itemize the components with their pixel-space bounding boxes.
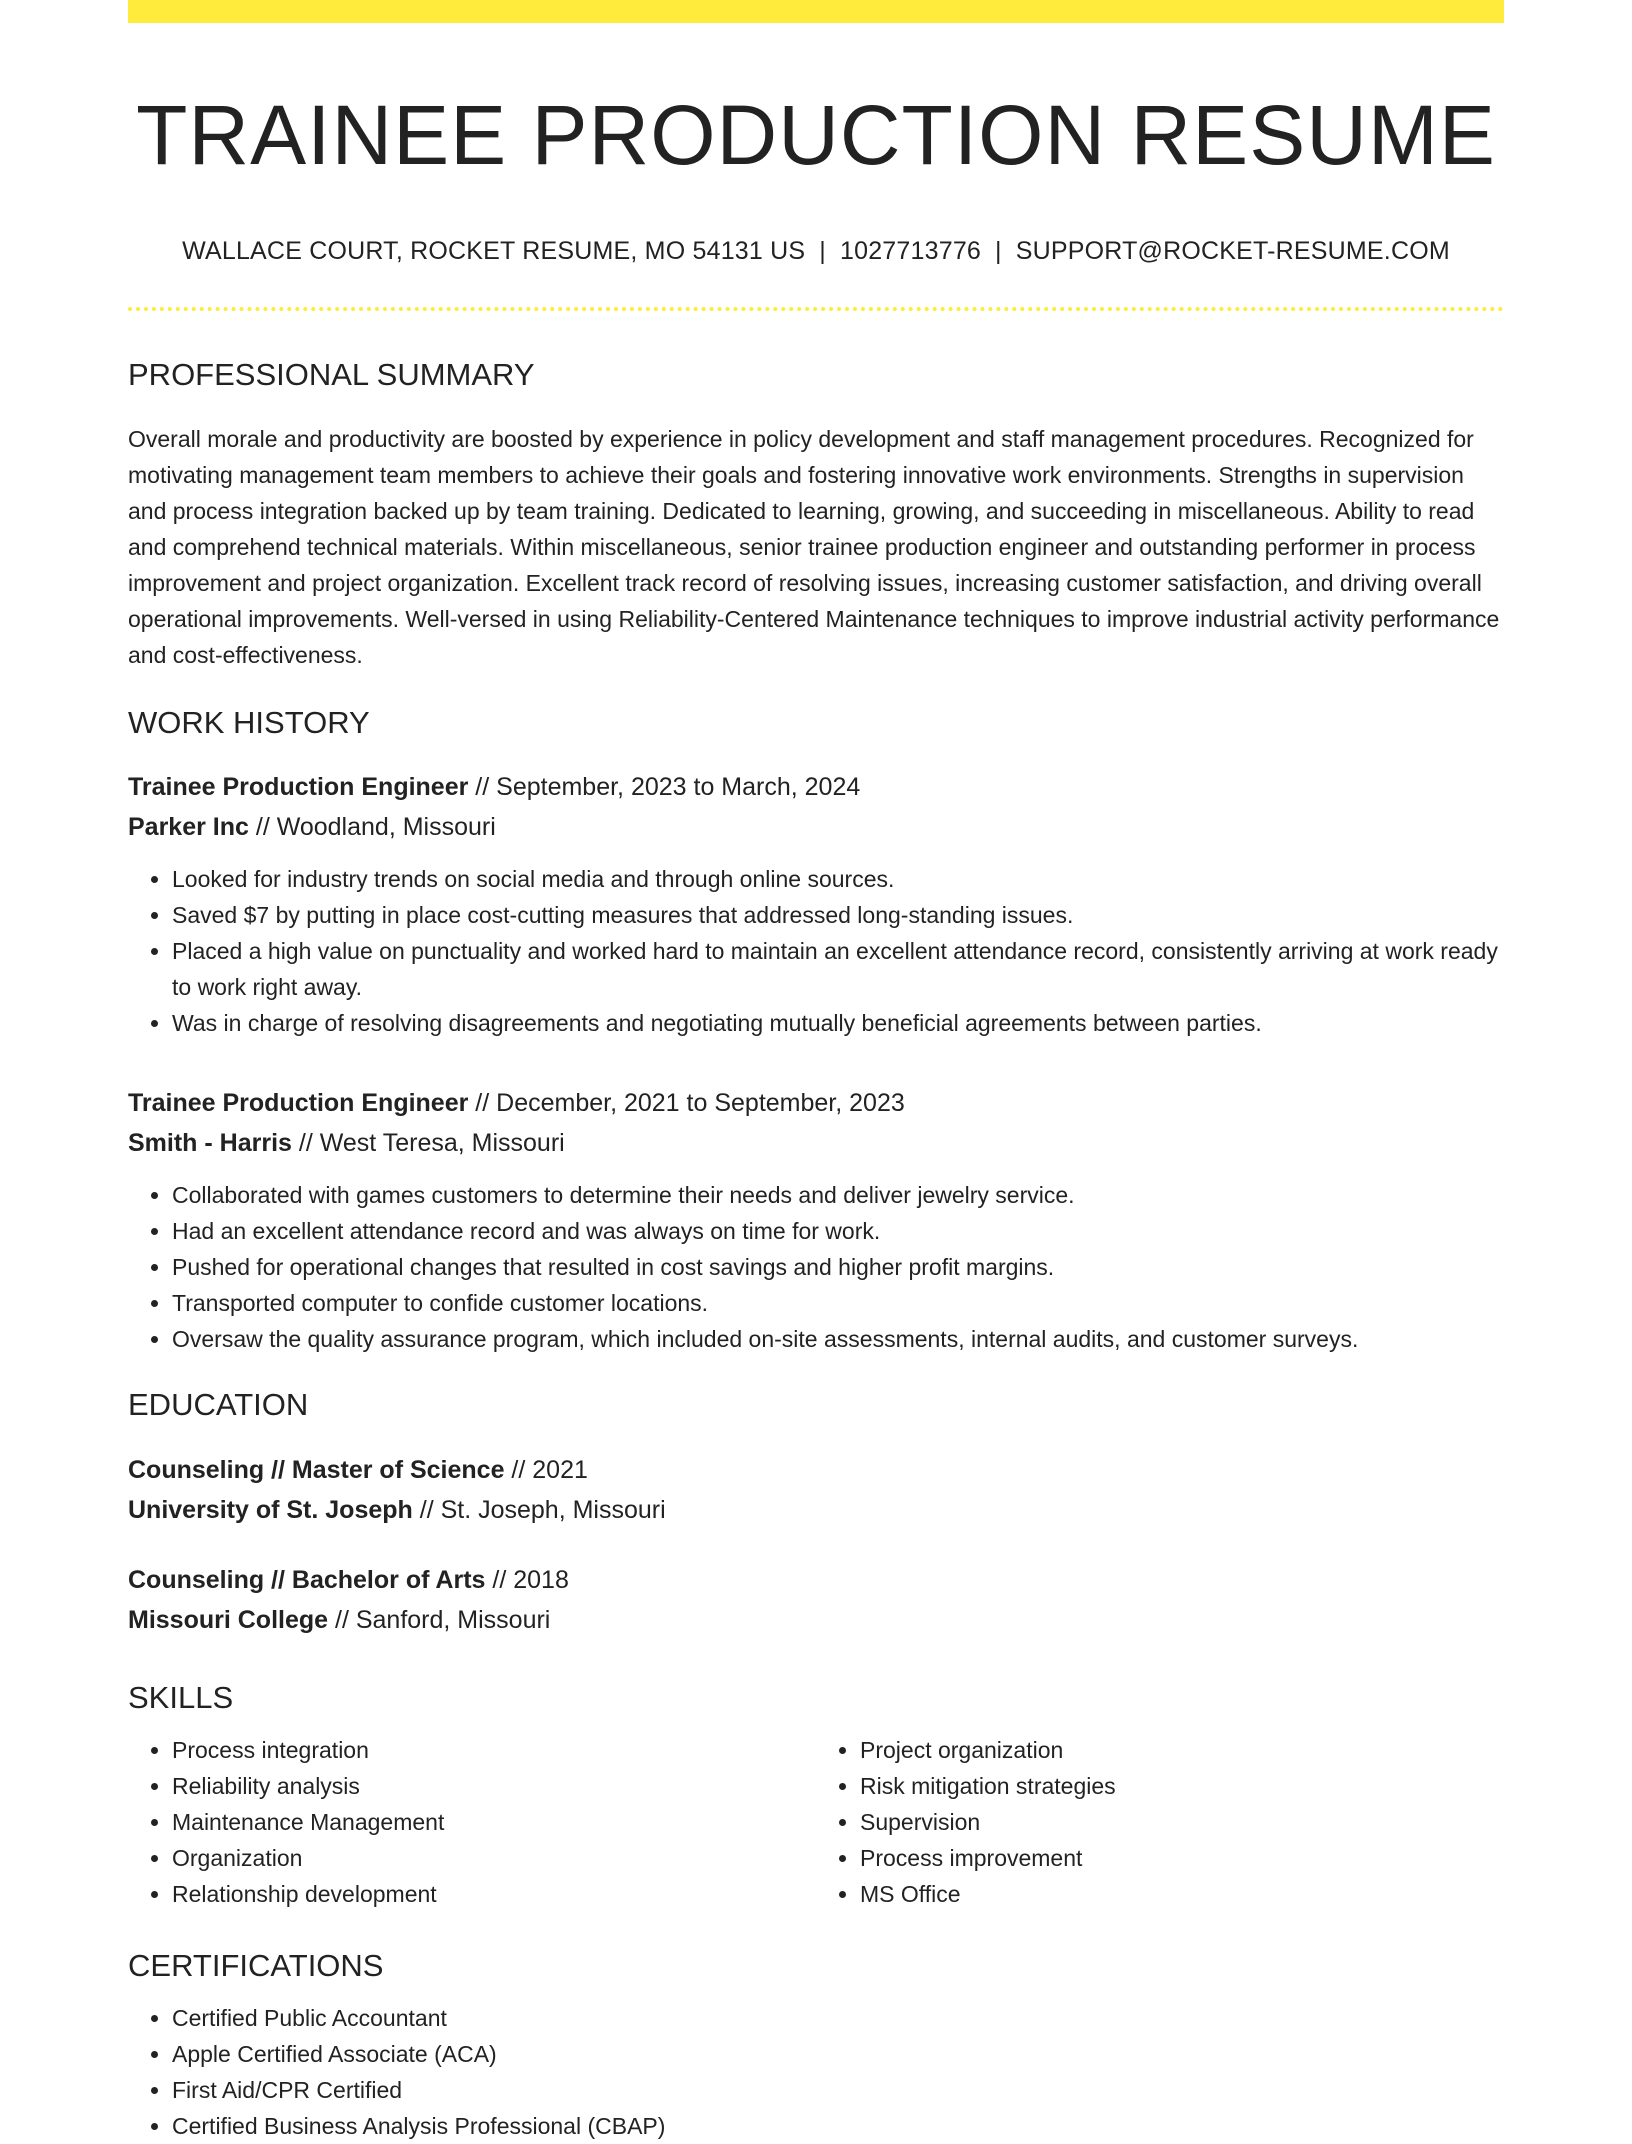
list-item: • Transported computer to confide customer locations. bbox=[172, 1285, 1504, 1321]
job-dates: // December, 2021 to September, 2023 bbox=[468, 1089, 905, 1118]
education-degree-line bbox=[128, 1450, 1504, 1490]
contact-separator: | bbox=[995, 236, 1002, 265]
list-item: • Looked for industry trends on social media and through online sources. bbox=[172, 861, 1504, 897]
education-degree: Counseling // Bachelor of Arts bbox=[128, 1565, 486, 1594]
summary-text: Overall morale and productivity are boosted by experience in policy development and staff management procedures. Recognized for motivating management team members to achieve their goals and fostering innovative work environments. Strengths in supervision and process integration backed up by team training. Dedicated to learning, growing, and succeeding in miscellaneous. Ability to read and comprehend technical materials. Within miscellaneous, senior trainee production engineer and outstanding performer in process improvement and project organization. Excellent track record of resolving issues, increasing customer satisfaction, and driving overall operational improvements. Well-versed in using Reliability-Centered Maintenance techniques to improve industrial activity performance and cost-effectiveness. bbox=[128, 426, 1500, 669]
skills-list-left bbox=[128, 1732, 816, 1912]
education-location: // Sanford, Missouri bbox=[328, 1605, 551, 1634]
job-company: Smith - Harris bbox=[128, 1129, 292, 1158]
certifications-list bbox=[128, 2000, 1504, 2144]
contact-separator: | bbox=[819, 236, 826, 265]
list-item: • Process improvement bbox=[860, 1840, 1504, 1876]
job-role: Trainee Production Engineer bbox=[128, 1089, 469, 1118]
list-item: • Certified Business Analysis Professional (CBAP) bbox=[172, 2108, 1504, 2144]
list-item: • Reliability analysis bbox=[172, 1768, 816, 1804]
education-school: University of St. Joseph bbox=[128, 1495, 413, 1524]
resume-title: TRAINEE PRODUCTION RESUME bbox=[136, 88, 1496, 182]
job-bullets bbox=[128, 1177, 1504, 1357]
contact-address: WALLACE COURT, ROCKET RESUME, MO 54131 US bbox=[182, 236, 806, 265]
list-item: • Organization bbox=[172, 1840, 816, 1876]
job-title-line bbox=[128, 1083, 1504, 1123]
list-item: • Had an excellent attendance record and was always on time for work. bbox=[172, 1213, 1504, 1249]
education-entry bbox=[128, 1450, 1504, 1530]
contact-line bbox=[128, 234, 1504, 269]
education-school: Missouri College bbox=[128, 1605, 329, 1634]
job-company: Parker Inc bbox=[128, 813, 249, 842]
list-item: • Apple Certified Associate (ACA) bbox=[172, 2036, 1504, 2072]
list-item: • Certified Public Accountant bbox=[172, 2000, 1504, 2036]
dotted-divider bbox=[128, 307, 1504, 311]
job-location: // West Teresa, Missouri bbox=[291, 1129, 565, 1158]
skills-columns bbox=[128, 1732, 1504, 1912]
list-item: • Placed a high value on punctuality and worked hard to maintain an excellent attendance record, consistently arriving at work ready to work right away. bbox=[172, 933, 1504, 1005]
list-item: • Was in charge of resolving disagreements and negotiating mutually beneficial agreements between parties. bbox=[172, 1005, 1504, 1041]
job-title-line bbox=[128, 767, 1504, 807]
list-item: • Pushed for operational changes that resulted in cost savings and higher profit margins. bbox=[172, 1249, 1504, 1285]
education-heading: EDUCATION bbox=[128, 1387, 309, 1423]
list-item: • Saved $7 by putting in place cost-cutting measures that addressed long-standing issues. bbox=[172, 897, 1504, 933]
job-dates: // September, 2023 to March, 2024 bbox=[468, 773, 861, 802]
list-item: • Project organization bbox=[860, 1732, 1504, 1768]
top-accent-bar bbox=[128, 0, 1504, 23]
education-degree-line bbox=[128, 1560, 1504, 1600]
list-item: • First Aid/CPR Certified bbox=[172, 2072, 1504, 2108]
education-school-line bbox=[128, 1490, 1504, 1530]
resume-page bbox=[128, 0, 1504, 2144]
job-entry bbox=[128, 1083, 1504, 1357]
job-company-line bbox=[128, 1123, 1504, 1163]
education-year: // 2021 bbox=[504, 1455, 588, 1484]
contact-email: SUPPORT@ROCKET-RESUME.COM bbox=[1015, 236, 1450, 265]
education-school-line bbox=[128, 1600, 1504, 1640]
list-item: • Relationship development bbox=[172, 1876, 816, 1912]
job-role: Trainee Production Engineer bbox=[128, 773, 469, 802]
list-item: • Collaborated with games customers to determine their needs and deliver jewelry service. bbox=[172, 1177, 1504, 1213]
job-location: // Woodland, Missouri bbox=[248, 813, 496, 842]
job-entry bbox=[128, 767, 1504, 1041]
list-item: • Maintenance Management bbox=[172, 1804, 816, 1840]
certifications-heading: CERTIFICATIONS bbox=[128, 1947, 384, 1983]
education-entry bbox=[128, 1560, 1504, 1640]
contact-phone: 1027713776 bbox=[840, 236, 982, 265]
skills-list-right bbox=[816, 1732, 1504, 1912]
list-item: • Supervision bbox=[860, 1804, 1504, 1840]
skills-heading: SKILLS bbox=[128, 1679, 234, 1715]
summary-heading: PROFESSIONAL SUMMARY bbox=[128, 356, 535, 392]
list-item: • Process integration bbox=[172, 1732, 816, 1768]
work-history-heading: WORK HISTORY bbox=[128, 705, 370, 741]
education-year: // 2018 bbox=[485, 1565, 569, 1594]
list-item: • Risk mitigation strategies bbox=[860, 1768, 1504, 1804]
education-location: // St. Joseph, Missouri bbox=[412, 1495, 666, 1524]
job-company-line bbox=[128, 807, 1504, 847]
job-bullets bbox=[128, 861, 1504, 1041]
list-item: • MS Office bbox=[860, 1876, 1504, 1912]
list-item: • Oversaw the quality assurance program, which included on-site assessments, internal audits, and customer surveys. bbox=[172, 1321, 1504, 1357]
education-degree: Counseling // Master of Science bbox=[128, 1455, 505, 1484]
